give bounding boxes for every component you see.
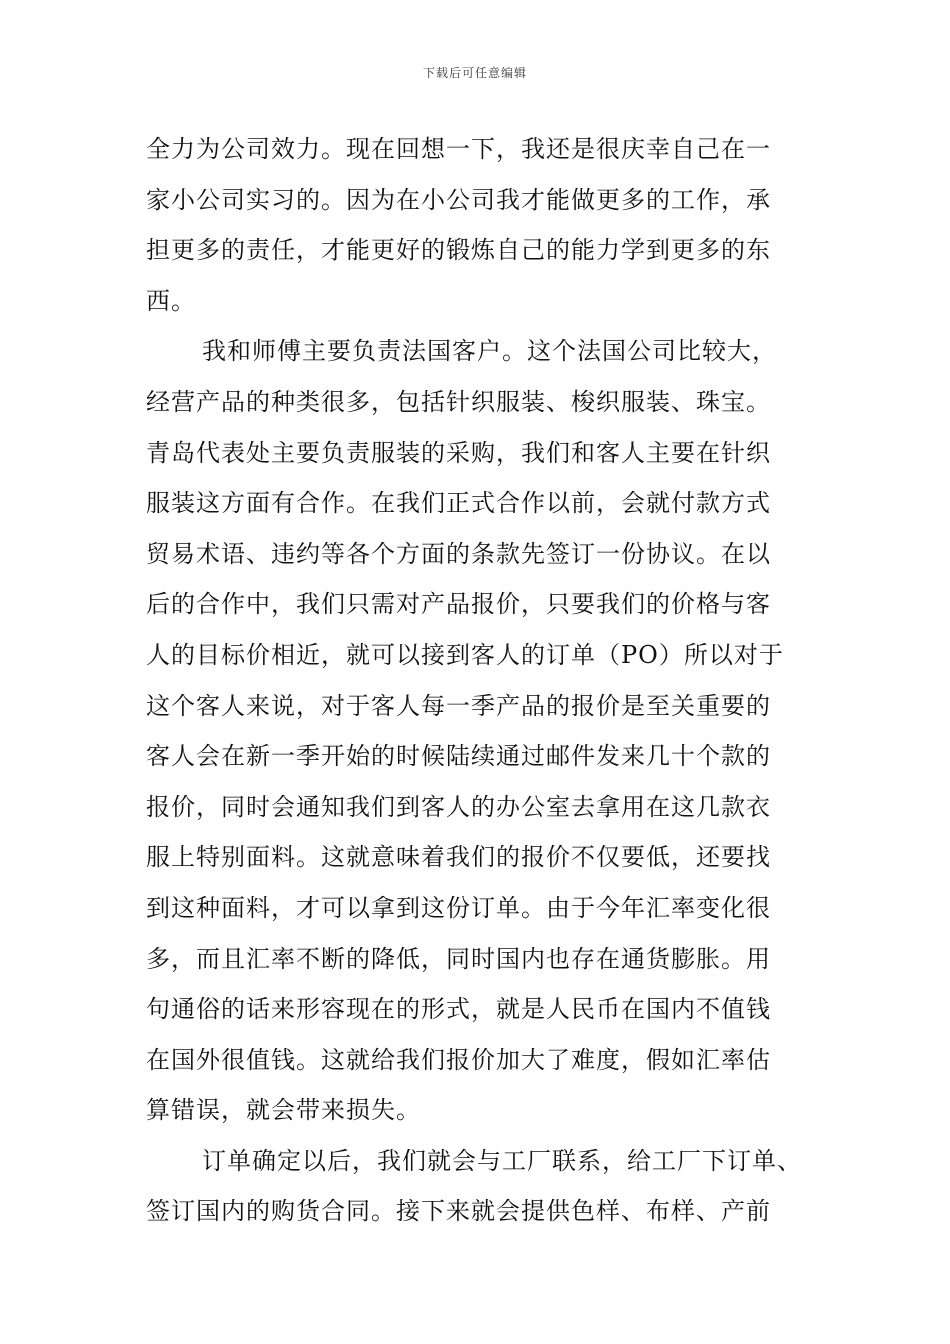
paragraph-line: 句通俗的话来形容现在的形式，就是人民币在国内不值钱 xyxy=(146,995,771,1024)
paragraph-line: 算错误，就会带来损失。 xyxy=(146,1096,421,1125)
paragraph-line: 报价，同时会通知我们到客人的办公室去拿用在这几款衣 xyxy=(146,792,771,821)
page-header: 下载后可任意编辑 xyxy=(422,66,527,80)
paragraph-line: 服装这方面有合作。在我们正式合作以前，会就付款方式 xyxy=(146,489,771,518)
paragraph-line: 签订国内的购货合同。接下来就会提供色样、布样、产前 xyxy=(146,1197,771,1226)
paragraph-line: 订单确定以后，我们就会与工厂联系，给工厂下订单、 xyxy=(202,1146,802,1175)
paragraph-line: 这个客人来说，对于客人每一季产品的报价是至关重要的 xyxy=(146,691,771,720)
paragraph-line: 贸易术语、违约等各个方面的条款先签订一份协议。在以 xyxy=(146,539,771,568)
paragraph-line: 在国外很值钱。这就给我们报价加大了难度，假如汇率估 xyxy=(146,1045,771,1074)
paragraph-line: 全力为公司效力。现在回想一下，我还是很庆幸自己在一 xyxy=(146,135,771,163)
paragraph-line: 家小公司实习的。因为在小公司我才能做更多的工作，承 xyxy=(146,185,771,214)
paragraph-line: 西。 xyxy=(146,286,196,315)
paragraph-line: 人的目标价相近，就可以接到客人的订单（PO）所以对于 xyxy=(146,640,784,669)
paragraph-line: 经营产品的种类很多，包括针织服装、梭织服装、珠宝。 xyxy=(146,387,771,416)
paragraph-line: 多，而且汇率不断的降低，同时国内也存在通货膨胀。用 xyxy=(146,944,771,973)
paragraph-line: 服上特别面料。这就意味着我们的报价不仅要低，还要找 xyxy=(146,843,771,872)
paragraph-line: 担更多的责任，才能更好的锻炼自己的能力学到更多的东 xyxy=(146,236,771,265)
paragraph-line: 到这种面料，才可以拿到这份订单。由于今年汇率变化很 xyxy=(146,893,771,922)
paragraph-line: 后的合作中，我们只需对产品报价，只要我们的价格与客 xyxy=(146,590,771,619)
document-body xyxy=(146,124,826,1237)
paragraph-line: 我和师傅主要负责法国客户。这个法国公司比较大， xyxy=(202,337,777,366)
paragraph-line: 青岛代表处主要负责服装的采购，我们和客人主要在针织 xyxy=(146,438,771,467)
paragraph-line: 客人会在新一季开始的时候陆续通过邮件发来几十个款的 xyxy=(146,742,771,771)
